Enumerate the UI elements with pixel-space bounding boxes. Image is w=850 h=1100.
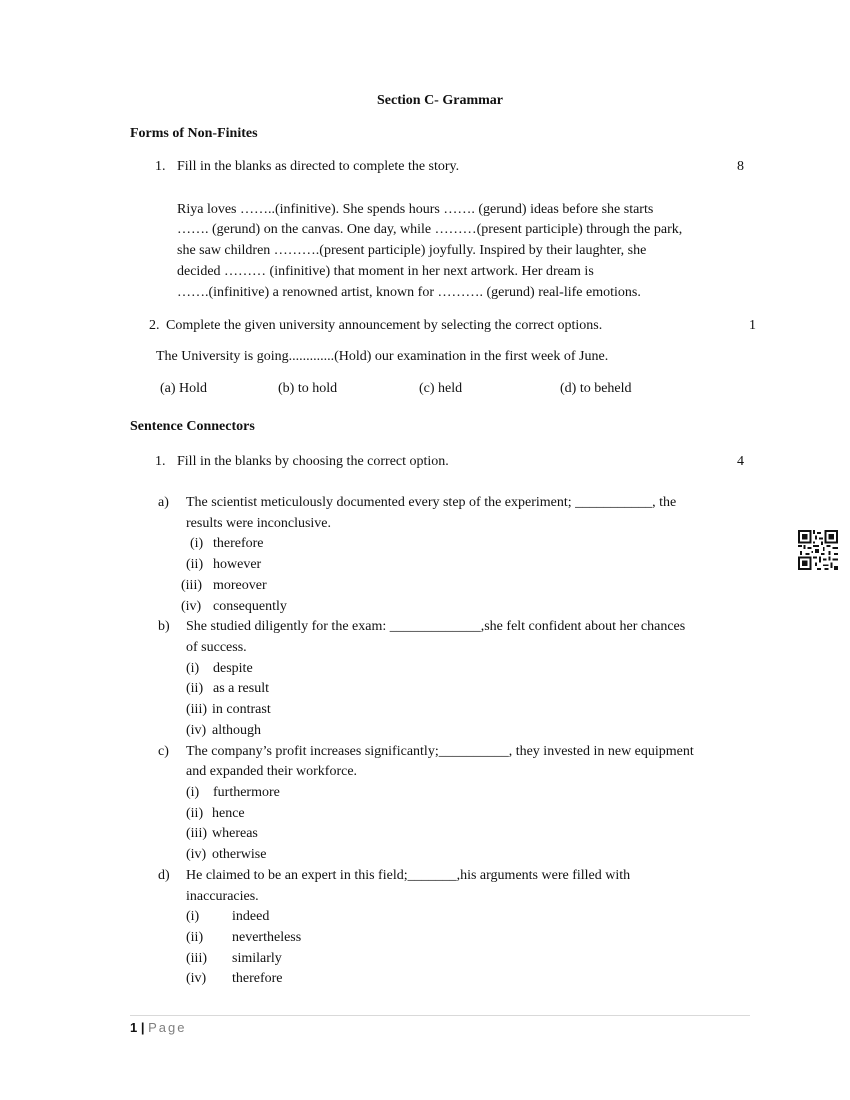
option-num: (i) [190, 536, 204, 551]
option-num: (iii) [186, 951, 207, 966]
option-num: (i) [186, 661, 200, 676]
option-num: (iv) [186, 723, 207, 738]
item-label: d) [158, 868, 170, 883]
item-label: c) [158, 744, 169, 759]
page-label: Page [148, 1020, 187, 1035]
item-line: inaccuracies. [186, 889, 259, 904]
connectors-heading: Sentence Connectors [130, 419, 255, 434]
story-line: decided ……… (infinitive) that moment in her next artwork. Her dream is [177, 264, 594, 279]
section-title: Section C- Grammar [377, 93, 503, 108]
option-num: (ii) [186, 681, 204, 696]
option-num: (ii) [186, 806, 204, 821]
option-num: (iii) [181, 578, 202, 593]
item-line: and expanded their workforce. [186, 764, 358, 779]
nf-q2-option-d: (d) to beheld [560, 381, 632, 396]
story-line: …….(infinitive) a renowned artist, known for ………. (gerund) real-life emotions. [177, 285, 641, 300]
option-num: (i) [186, 785, 200, 800]
option-num: (ii) [186, 557, 204, 572]
option-text: otherwise [212, 847, 267, 862]
option-text: furthermore [213, 785, 280, 800]
item-line: of success. [186, 640, 247, 655]
nf-q2-sentence: The University is going.............(Hold) our examination in the first week of June. [156, 349, 609, 364]
option-text: however [213, 557, 262, 572]
nf-q2-number: 2. [149, 318, 160, 333]
item-label: b) [158, 619, 170, 634]
nf-q1-marks: 8 [737, 159, 744, 174]
item-line: She studied diligently for the exam: _____________,she felt confident about her chances [186, 619, 686, 634]
option-num: (iv) [181, 599, 202, 614]
option-num: (iii) [186, 702, 207, 717]
option-text: in contrast [212, 702, 271, 717]
item-label: a) [158, 495, 169, 510]
option-text: consequently [213, 599, 287, 614]
option-text: therefore [213, 536, 264, 551]
nf-q2-option-b: (b) to hold [278, 381, 338, 396]
option-text: whereas [212, 826, 258, 841]
item-line: The scientist meticulously documented every step of the experiment; ___________, the [186, 495, 677, 510]
option-num: (ii) [186, 930, 204, 945]
sc-q1-number: 1. [155, 454, 166, 469]
qr-code-icon [798, 530, 838, 570]
story-line: she saw children ……….(present participle) joyfully. Inspired by their laughter, she [177, 243, 647, 258]
option-text: moreover [213, 578, 267, 593]
nf-q2-option-a: (a) Hold [160, 381, 208, 396]
option-text: similarly [232, 951, 282, 966]
option-num: (iv) [186, 971, 207, 986]
sc-q1-text: Fill in the blanks by choosing the correct option. [177, 454, 449, 469]
nf-q1-text: Fill in the blanks as directed to complete the story. [177, 159, 460, 174]
nf-q1-number: 1. [155, 159, 166, 174]
nf-q2-marks: 1 [749, 318, 756, 333]
option-text: hence [212, 806, 245, 821]
footer-rule [130, 1015, 750, 1016]
option-num: (iii) [186, 826, 207, 841]
item-line: The company’s profit increases significantly;__________, they invested in new equipment [186, 744, 694, 759]
footer-separator: | [140, 1020, 145, 1035]
option-text: nevertheless [232, 930, 302, 945]
item-line: He claimed to be an expert in this field;_______,his arguments were filled with [186, 868, 631, 883]
page-number: 1 [130, 1020, 138, 1035]
sc-q1-marks: 4 [737, 454, 744, 469]
story-line: Riya loves ……..(infinitive). She spends hours ……. (gerund) ideas before she starts [177, 202, 654, 217]
option-text: indeed [232, 909, 270, 924]
option-text: as a result [213, 681, 269, 696]
option-text: therefore [232, 971, 283, 986]
item-line: results were inconclusive. [186, 516, 332, 531]
option-num: (i) [186, 909, 200, 924]
option-text: despite [213, 661, 253, 676]
nf-q2-text: Complete the given university announcement by selecting the correct options. [166, 318, 603, 333]
nf-q2-option-c: (c) held [419, 381, 463, 396]
page-footer [130, 1020, 187, 1035]
story-line: ……. (gerund) on the canvas. One day, while ………(present participle) through the park, [177, 222, 683, 237]
option-num: (iv) [186, 847, 207, 862]
option-text: although [212, 723, 261, 738]
non-finites-heading: Forms of Non-Finites [130, 126, 258, 141]
